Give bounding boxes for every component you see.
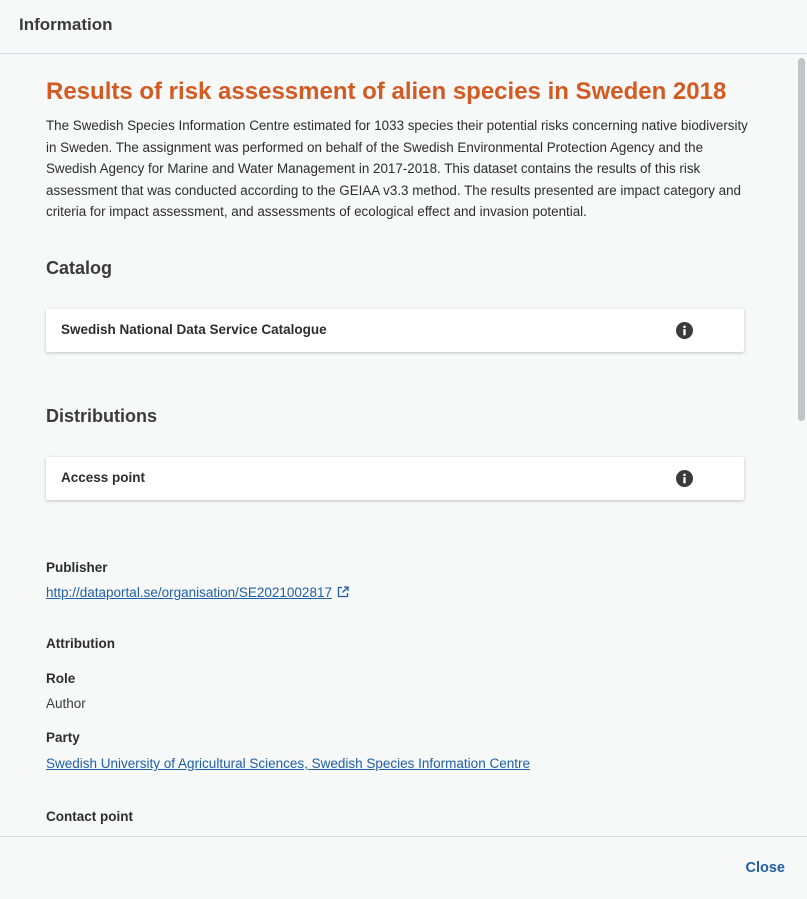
- dialog-footer: [0, 836, 807, 899]
- publisher-link[interactable]: [46, 585, 349, 600]
- distribution-card-label: Access point: [61, 470, 146, 485]
- party-link[interactable]: Swedish University of Agricultural Sciences, Swedish Species Information Centre: [46, 756, 530, 771]
- dialog-body[interactable]: [0, 55, 807, 836]
- publisher-link-text[interactable]: http://dataportal.se/organisation/SE2021002817: [46, 585, 332, 600]
- catalog-card[interactable]: [46, 309, 744, 352]
- external-link-icon: [337, 586, 349, 598]
- role-label: Role: [46, 671, 76, 686]
- distributions-heading: Distributions: [46, 406, 157, 426]
- info-icon[interactable]: [676, 470, 693, 487]
- dataset-description: The Swedish Species Information Centre estimated for 1033 species their potential risks concerning native biodiversity in Sweden. The assignment was performed on behalf of the Swedish Environmental Protection Agency and the Swedish Agency for Marine and Water Management in 2017-2018. This dataset contains the results of this risk assessment that was conducted according to the GEIAA v3.3 method. The results presented are impact category and criteria for impact assessment, and assessments of ecological effect and invasion potential.: [46, 118, 748, 219]
- contact-point-label: Contact point: [46, 809, 133, 824]
- catalog-heading: Catalog: [46, 258, 113, 278]
- scrollbar[interactable]: [795, 55, 807, 836]
- dataset-title: Results of risk assessment of alien species in Sweden 2018: [46, 78, 727, 105]
- publisher-label: Publisher: [46, 560, 108, 575]
- attribution-heading: Attribution: [46, 636, 115, 651]
- distribution-card[interactable]: [46, 457, 744, 500]
- scrollbar-thumb[interactable]: [798, 58, 805, 421]
- close-button[interactable]: Close: [745, 860, 785, 876]
- info-icon[interactable]: [676, 322, 693, 339]
- role-value: Author: [46, 696, 86, 711]
- catalog-card-label: Swedish National Data Service Catalogue: [61, 322, 327, 337]
- dialog-header: [0, 0, 807, 54]
- dialog-title: Information: [19, 15, 113, 34]
- party-label: Party: [46, 730, 80, 745]
